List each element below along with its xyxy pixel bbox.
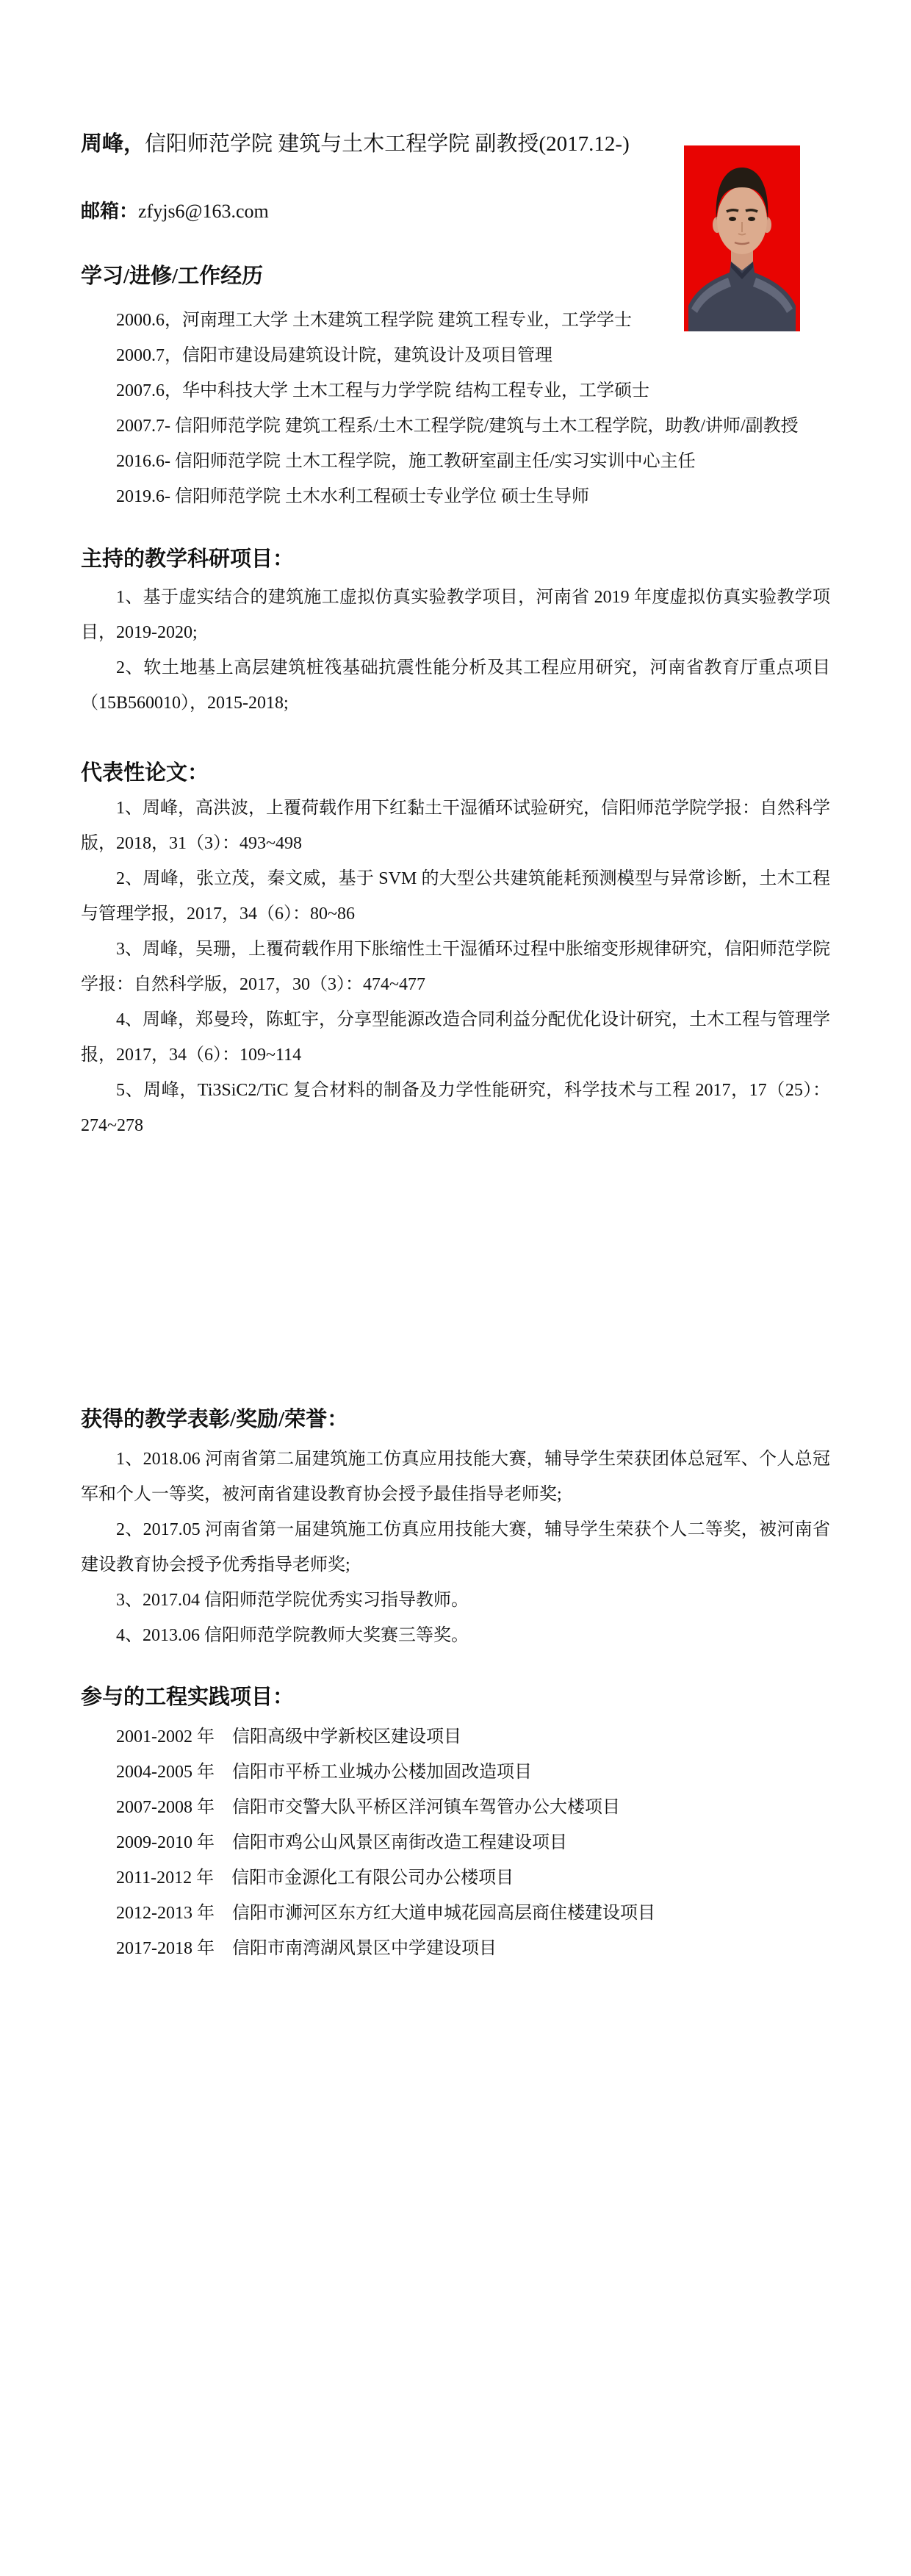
section-heading-papers: 代表性论文： (81, 761, 209, 785)
award-item: 1、2018.06 河南省第二届建筑施工仿真应用技能大赛，辅导学生荣获团体总冠军、个人总冠军和个人一等奖，被河南省建设教育协会授予最佳指导老师奖; (81, 1450, 830, 1504)
award-item: 2、2017.05 河南省第一届建筑施工仿真应用技能大赛，辅导学生荣获个人二等奖，被河南省建设教育协会授予优秀指导老师奖; (81, 1520, 830, 1575)
teaching-project-item: 1、基于虚实结合的建筑施工虚拟仿真实验教学项目，河南省 2019 年度虚拟仿真实验教学项目，2019-2020; (81, 588, 830, 642)
email-value: zfyjs6@163.com (138, 201, 269, 222)
practice-project-item: 2011-2012 年 信阳市金源化工有限公司办公楼项目 (116, 1868, 514, 1888)
practice-project-item: 2017-2018 年 信阳市南湾湖风景区中学建设项目 (116, 1939, 497, 1958)
experience-item: 2016.6- 信阳师范学院 土木工程学院，施工教研室副主任/实习实训中心主任 (116, 452, 696, 471)
teaching-project-item: 2、软土地基上高层建筑桩筏基础抗震性能分析及其工程应用研究，河南省教育厅重点项目（15B560010），2015-2018; (81, 658, 830, 713)
practice-project-item: 2001-2002 年 信阳高级中学新校区建设项目 (116, 1727, 461, 1746)
professor-affiliation: 信阳师范学院 建筑与土木工程学院 副教授(2017.12-) (145, 132, 630, 156)
email-label: 邮箱： (81, 201, 139, 222)
paper-item: 5、周峰，Ti3SiC2/TiC 复合材料的制备及力学性能研究，科学技术与工程 2017，17（25）：274~278 (81, 1081, 830, 1135)
practice-project-item: 2012-2013 年 信阳市浉河区东方红大道申城花园高层商住楼建设项目 (116, 1904, 655, 1923)
section-heading-teaching-projects: 主持的教学科研项目： (81, 547, 295, 571)
section-list-awards (81, 1442, 830, 1653)
award-item: 4、2013.06 信阳师范学院教师大奖赛三等奖。 (116, 1626, 469, 1645)
practice-project-item: 2004-2005 年 信阳市平桥工业城办公楼加固改造项目 (116, 1763, 532, 1782)
paper-item: 4、周峰，郑曼玲，陈虹宇，分享型能源改造合同利益分配优化设计研究，土木工程与管理学报，2017，34（6）：109~114 (81, 1010, 830, 1065)
section-list-practice-projects (81, 1719, 830, 1966)
section-list-teaching-projects (81, 580, 830, 721)
paper-item: 2、周峰，张立茂，秦文威，基于 SVM 的大型公共建筑能耗预测模型与异常诊断，土木工程与管理学报，2017，34（6）：80~86 (81, 869, 830, 924)
section-heading-awards: 获得的教学表彰/奖励/荣誉： (81, 1408, 349, 1431)
email-row (81, 194, 830, 229)
section-list-papers (81, 791, 830, 1143)
section-list-experience (81, 303, 830, 514)
professor-name: 周峰， (81, 132, 145, 156)
paper-item: 1、周峰，高洪波，上覆荷载作用下红黏土干湿循环试验研究，信阳师范学院学报：自然科学版，2018，31（3）：493~498 (81, 799, 830, 853)
experience-item: 2000.7，信阳市建设局建筑设计院，建筑设计及项目管理 (116, 346, 552, 365)
award-item: 3、2017.04 信阳师范学院优秀实习指导教师。 (116, 1591, 469, 1610)
practice-project-item: 2009-2010 年 信阳市鸡公山风景区南街改造工程建设项目 (116, 1833, 567, 1852)
experience-item: 2007.6，华中科技大学 土木工程与力学学院 结构工程专业，工学硕士 (116, 381, 649, 400)
experience-item: 2019.6- 信阳师范学院 土木水利工程硕士专业学位 硕士生导师 (116, 487, 589, 506)
practice-project-item: 2007-2008 年 信阳市交警大队平桥区洋河镇车驾管办公大楼项目 (116, 1798, 620, 1817)
experience-item: 2000.6，河南理工大学 土木建筑工程学院 建筑工程专业，工学学士 (116, 311, 632, 330)
section-heading-practice-projects: 参与的工程实践项目： (81, 1685, 295, 1709)
experience-item: 2007.7- 信阳师范学院 建筑工程系/土木工程学院/建筑与土木工程学院，助教/讲师/副教授 (116, 417, 799, 436)
section-heading-experience: 学习/进修/工作经历 (81, 265, 264, 288)
paper-item: 3、周峰，吴珊，上覆荷载作用下胀缩性土干湿循环过程中胀缩变形规律研究，信阳师范学院学报：自然科学版，2017，30（3）：474~477 (81, 940, 830, 994)
